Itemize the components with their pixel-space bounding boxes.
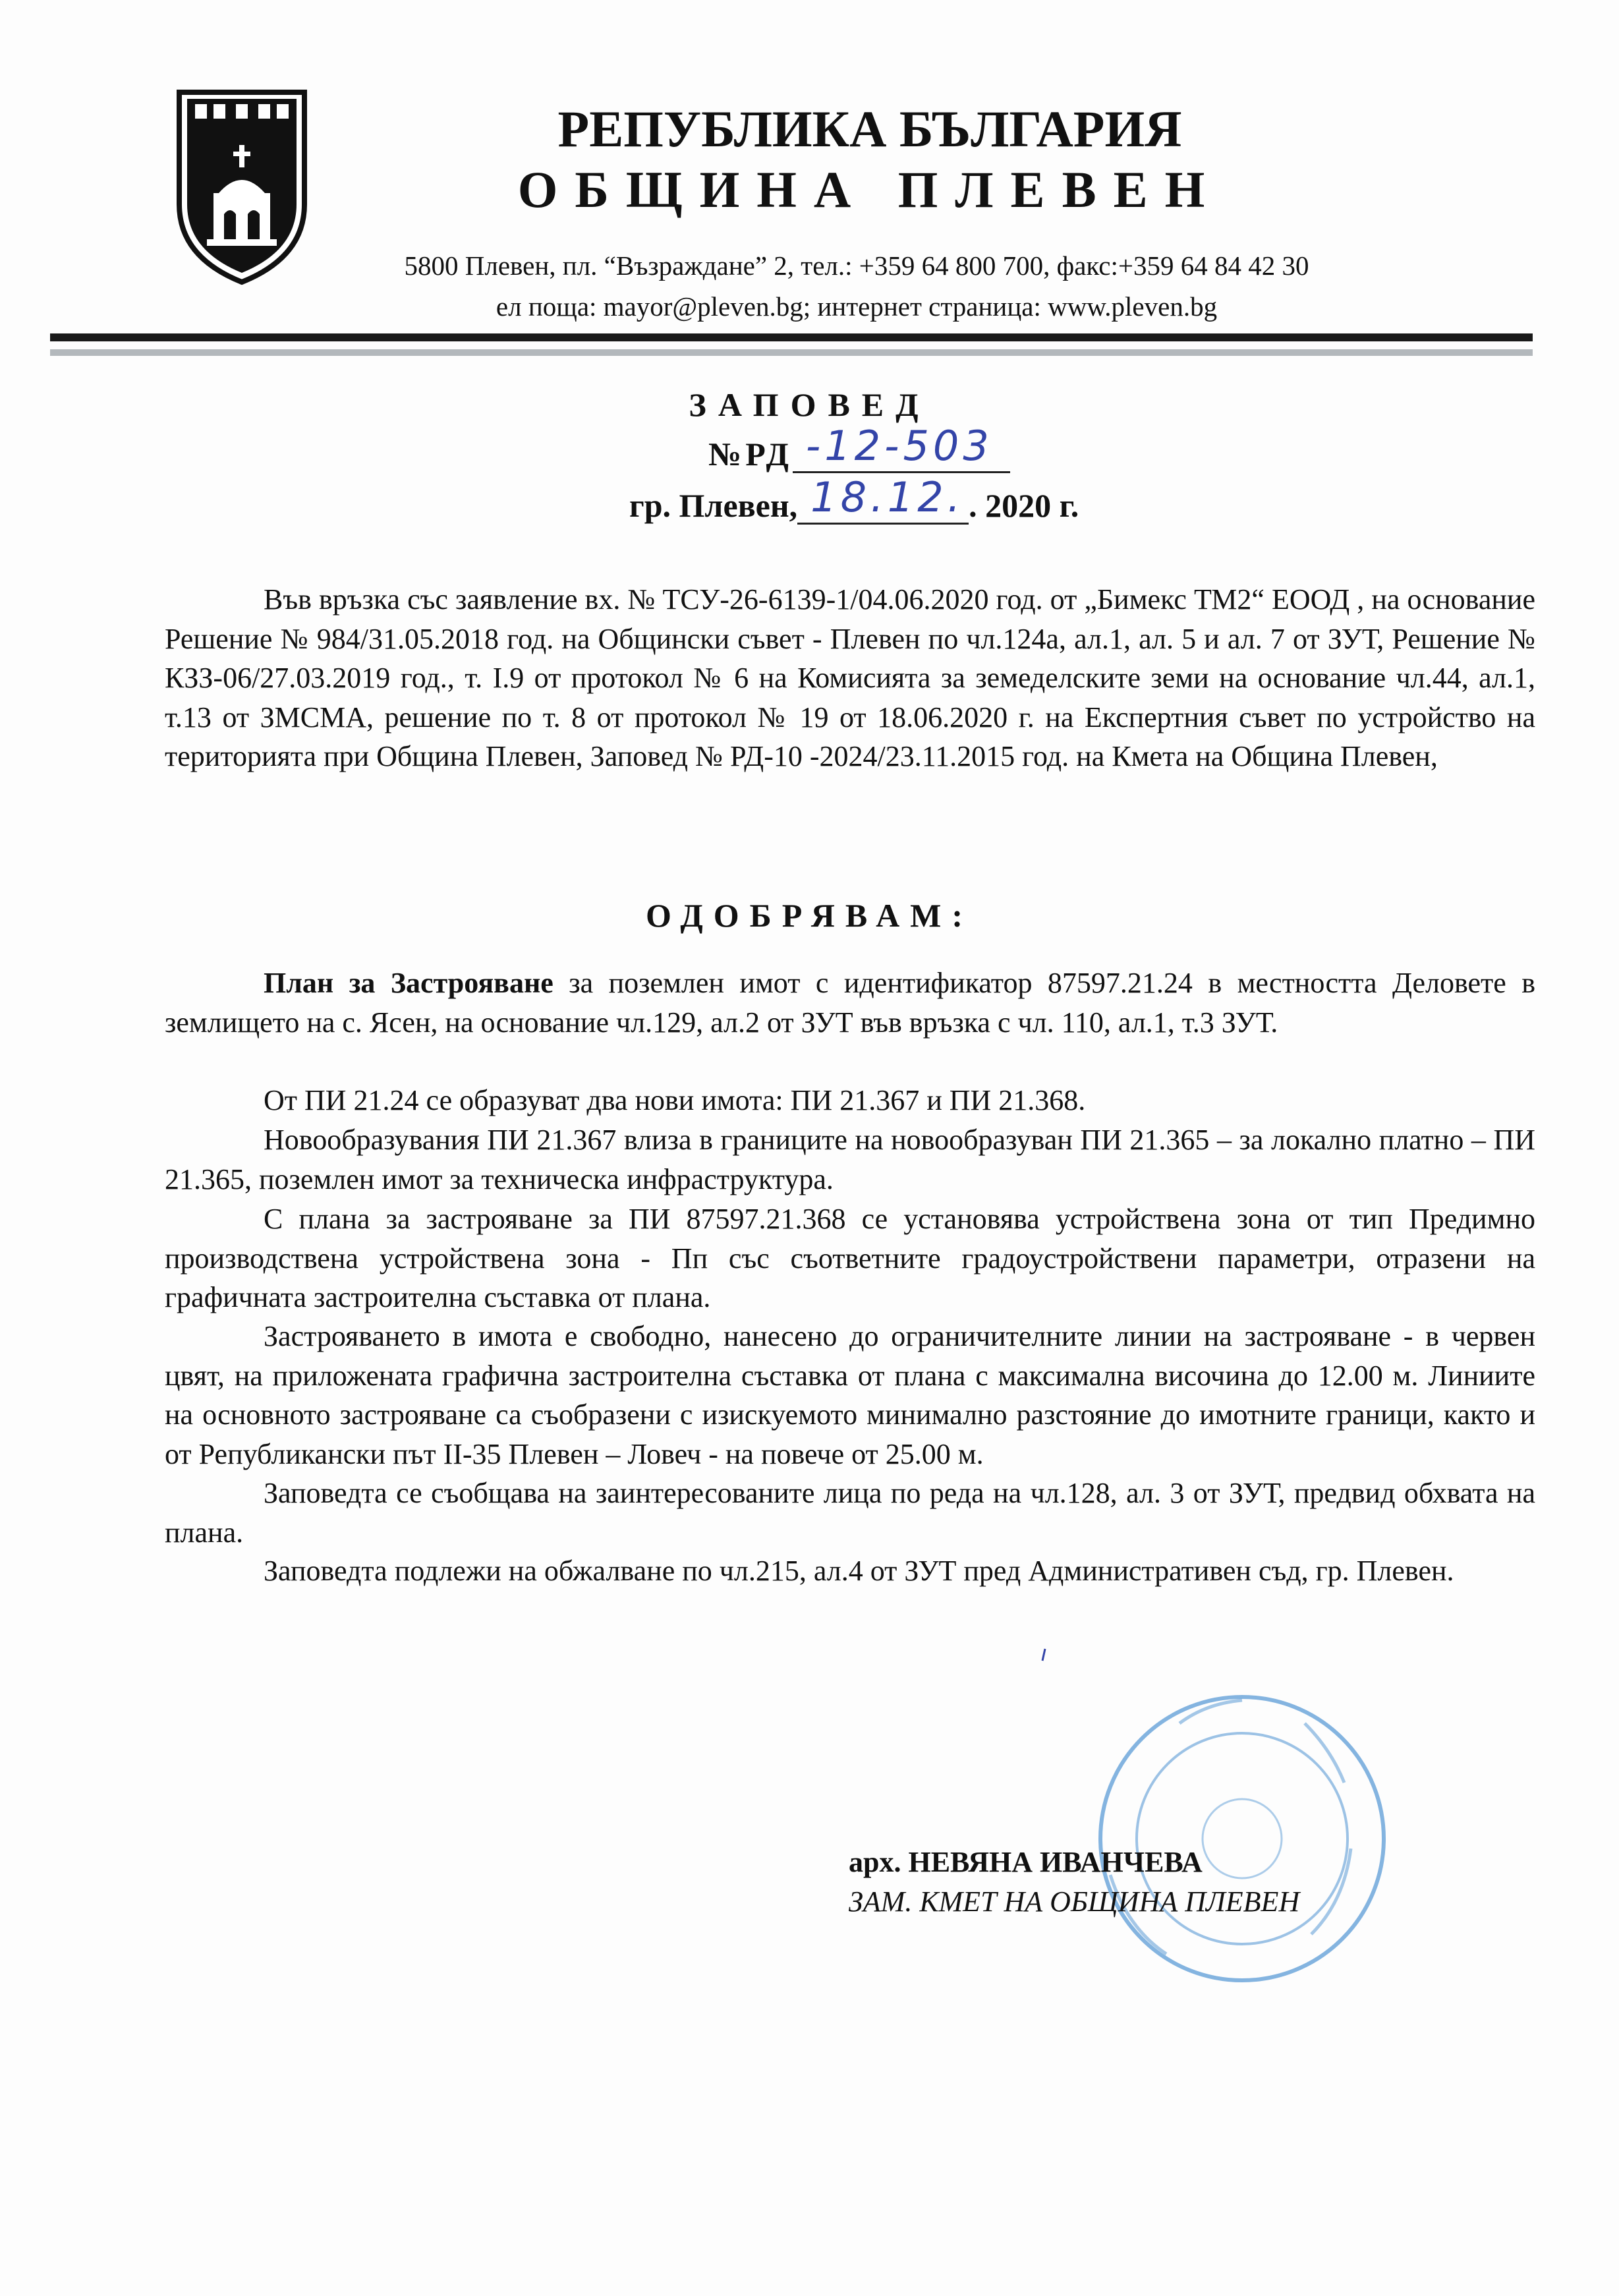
body-paragraph-zone: С плана за застрояване за ПИ 87597.21.368 се установява устройствена зона от тип Предимно производствена устройствена зона - Пп със съответните градоустройствени параметри, отразени на графичната застроителна съставка от плана. xyxy=(165,1203,1535,1313)
order-number-prefix: №РД xyxy=(708,436,793,473)
signatory-name: арх. НЕВЯНА ИВАНЧЕВА xyxy=(849,1846,1203,1878)
body-paragraph-plan xyxy=(165,963,1535,1042)
body-paragraph-new-plots: От ПИ 21.24 се образуват два нови имота: ПИ 21.367 и ПИ 21.368. xyxy=(264,1084,1086,1116)
body-paragraph-appeal: Заповедта подлежи на обжалване по чл.215, ал.4 от ЗУТ пред Административен съд, гр. Плевен. xyxy=(264,1555,1454,1587)
handwritten-order-number: -12-503 xyxy=(805,422,993,470)
year-suffix: . 2020 г. xyxy=(969,487,1079,524)
header-divider-secondary xyxy=(50,349,1533,356)
header-title xyxy=(369,99,1371,220)
body-paragraph-plot-367: Новообразувания ПИ 21.367 влиза в границите на новообразуван ПИ 21.365 – за локално платно – ПИ 21.365, поземлен имот за техническа инфраструктура. xyxy=(165,1124,1535,1195)
order-place-date xyxy=(629,473,1079,525)
contact-block xyxy=(329,245,1384,327)
plan-text: за поземлен имот с идентификатор 87597.21.24 в местността Деловете в землището на с. Ясен, на основание чл.129, ал.2 от ЗУТ във връзка с чл. 110, ал.1, т.3 ЗУТ. xyxy=(165,967,1535,1039)
signatory-role: ЗАМ. КМЕТ НА ОБЩИНА ПЛЕВЕН xyxy=(849,1885,1300,1918)
order-number xyxy=(708,422,1010,473)
approve-heading: ОДОБРЯВАМ: xyxy=(645,897,974,934)
address-line: 5800 Плевен, пл. “Възраждане” 2, тел.: +359 64 800 700, факс:+359 64 84 42 30 xyxy=(404,250,1309,281)
intro-paragraph: Във връзка със заявление вх. № ТСУ-26-6139-1/04.06.2020 год. от „Бимекс ТМ2“ ЕООД , на основание Решение № 984/31.05.2018 год. на Общински съвет - Плевен по чл.124а, ал.1, ал. 5 и ал. 7 от ЗУТ, Решение № КЗЗ-06/27.03.2019 год., т. I.9 от протокол № 6 на Комисията за земеделските земи на основание чл.44, ал.1, т.13 от ЗМСМА, решение по т. 8 от протокол № 19 от 18.06.2020 г. на Експертния съвет по устройство на територията при Община Плевен, Заповед № РД-10 -2024/23.11.2015 год. на Кмета на Община Плевен, xyxy=(165,583,1535,772)
email-website-line: ел поща: mayor@pleven.bg; интернет страница: www.pleven.bg xyxy=(496,291,1218,322)
republic-title: РЕПУБЛИКА БЪЛГАРИЯ xyxy=(557,100,1182,158)
city-prefix: гр. Плевен, xyxy=(629,487,798,524)
official-stamp-icon xyxy=(1087,1684,1397,1994)
pleven-coat-of-arms-icon xyxy=(173,84,311,289)
order-number-field xyxy=(793,422,1010,473)
body-paragraph-notification: Заповедта се съобщава на заинтересованите лица по реда на чл.128, ал. 3 от ЗУТ, предвид обхвата на плана. xyxy=(165,1477,1535,1549)
ink-mark-icon xyxy=(1040,1648,1049,1662)
header-divider xyxy=(50,333,1533,341)
municipality-title: ОБЩИНА ПЛЕВЕН xyxy=(517,161,1222,218)
date-field xyxy=(797,473,969,525)
plan-label: План за Застрояване xyxy=(264,967,554,999)
handwritten-date: 18.12. xyxy=(810,473,965,521)
order-title: ЗАПОВЕД xyxy=(689,386,930,423)
body-paragraph-construction: Застрояването в имота е свободно, нанесено до ограничителните линии на застрояване - в червен цвят, на приложената графична застроителна съставка от плана с максимална височина до 12.00 м. Линиите на основното застрояване са съобразени с изискуемото минимално разстояние до имотните граници, както и от Републикански път II-35 Плевен – Ловеч - на повече от 25.00 м. xyxy=(165,1320,1535,1470)
